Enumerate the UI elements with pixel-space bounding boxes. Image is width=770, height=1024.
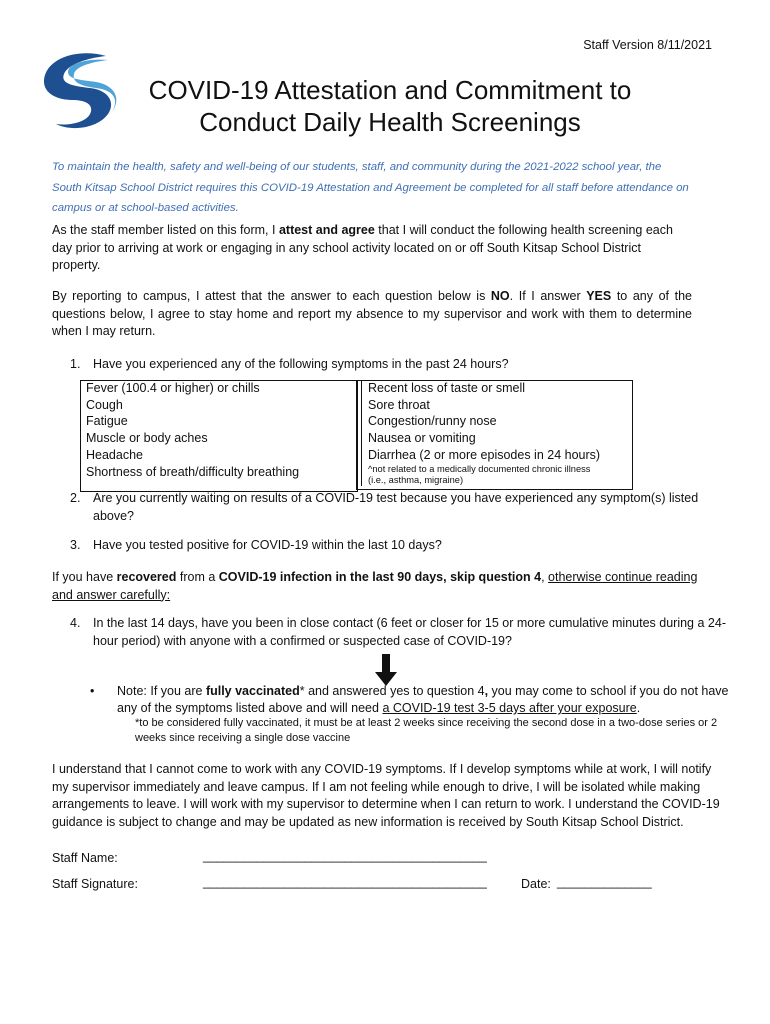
understanding-paragraph: I understand that I cannot come to work with any COVID-19 symptoms. If I develop symptoms while at work, I will notify my supervisor immediately and leave campus. If I am not feeling while enough to drive, I will be isolated while making arrangements to leave. I will work with my supervisor to determine when I can return to work. I understand the COVID-19 guidance is subject to change and may be updated as new information is received by South Kitsap School District. bbox=[52, 762, 720, 829]
staff-signature-label: Staff Signature: bbox=[52, 877, 138, 891]
title-line-2: Conduct Daily Health Screenings bbox=[199, 107, 581, 137]
staff-name-label: Staff Name: bbox=[52, 851, 118, 865]
symptom-left: Headache bbox=[80, 447, 362, 464]
symptoms-note: ^not related to a medically documented chronic illness (i.e., asthma, migraine) bbox=[368, 463, 591, 485]
symptoms-table bbox=[80, 380, 632, 486]
symptom-left: Muscle or body aches bbox=[80, 430, 362, 447]
title-line-1: COVID-19 Attestation and Commitment to bbox=[148, 75, 632, 105]
symptom-right: Congestion/runny nose bbox=[368, 414, 497, 429]
page-title bbox=[100, 74, 680, 138]
symptom-left: Fatigue bbox=[80, 413, 362, 430]
down-arrow-icon bbox=[375, 654, 397, 686]
vaccinated-footnote: *to be considered fully vaccinated, it must be at least 2 weeks since receiving the second dose in a two-dose series or 2 weeks since receiving a single dose vaccine bbox=[135, 717, 718, 744]
recovered-paragraph: If you have recovered from a COVID-19 infection in the last 90 days, skip question 4, otherwise continue reading and answer carefully: bbox=[52, 570, 698, 602]
symptom-right: Recent loss of taste or smell bbox=[368, 381, 526, 395]
vaccinated-note: • Note: If you are fully vaccinated* and answered yes to question 4, you may come to school if you do not have any of the symptoms listed above and will need a COVID-19 test 3-5 days after your exposure. bbox=[90, 684, 729, 715]
reporting-paragraph: By reporting to campus, I attest that the answer to each question below is NO. If I answer YES to any of the questions below, I agree to stay home and report my absence to my supervisor and work with them to determine when I may return. bbox=[52, 289, 692, 338]
symptom-right: Nausea or vomiting bbox=[368, 431, 476, 446]
symptom-left: Shortness of breath/difficulty breathing bbox=[80, 464, 362, 486]
symptom-right: Diarrhea (2 or more episodes in 24 hours) bbox=[368, 447, 601, 462]
question-3: 3. Have you tested positive for COVID-19 within the last 10 days? bbox=[70, 538, 442, 552]
staff-name-field[interactable]: __________________________________________ bbox=[203, 849, 487, 863]
staff-version: Staff Version 8/11/2021 bbox=[583, 38, 712, 52]
symptom-right: Sore throat bbox=[368, 397, 430, 412]
symptom-left: Fever (100.4 or higher) or chills bbox=[80, 380, 362, 397]
date-field[interactable]: ______________ bbox=[557, 875, 652, 889]
staff-signature-field[interactable]: __________________________________________ bbox=[203, 875, 487, 889]
question-2: 2. Are you currently waiting on results of a COVID-19 test because you have experienced any symptom(s) listed above? bbox=[70, 491, 699, 523]
question-4: 4. In the last 14 days, have you been in close contact (6 feet or closer for 15 or more cumulative minutes during a 24-hour period) with anyone with a confirmed or suspected case of COVID-19? bbox=[70, 616, 726, 648]
intro-paragraph: To maintain the health, safety and well-being of our students, staff, and community during the 2021-2022 school year, the South Kitsap School District requires this COVID-19 Attestation and Agreement be completed for all staff before attendance on campus or at school-based activities. bbox=[52, 161, 689, 214]
question-1: 1. Have you experienced any of the following symptoms in the past 24 hours? bbox=[70, 357, 509, 371]
date-label: Date: bbox=[521, 877, 551, 891]
attest-paragraph: As the staff member listed on this form, I attest and agree that I will conduct the following health screening each day prior to arriving at work or engaging in any school activity located on or off South Kitsap School District property. bbox=[52, 223, 673, 272]
symptom-left: Cough bbox=[80, 397, 362, 414]
